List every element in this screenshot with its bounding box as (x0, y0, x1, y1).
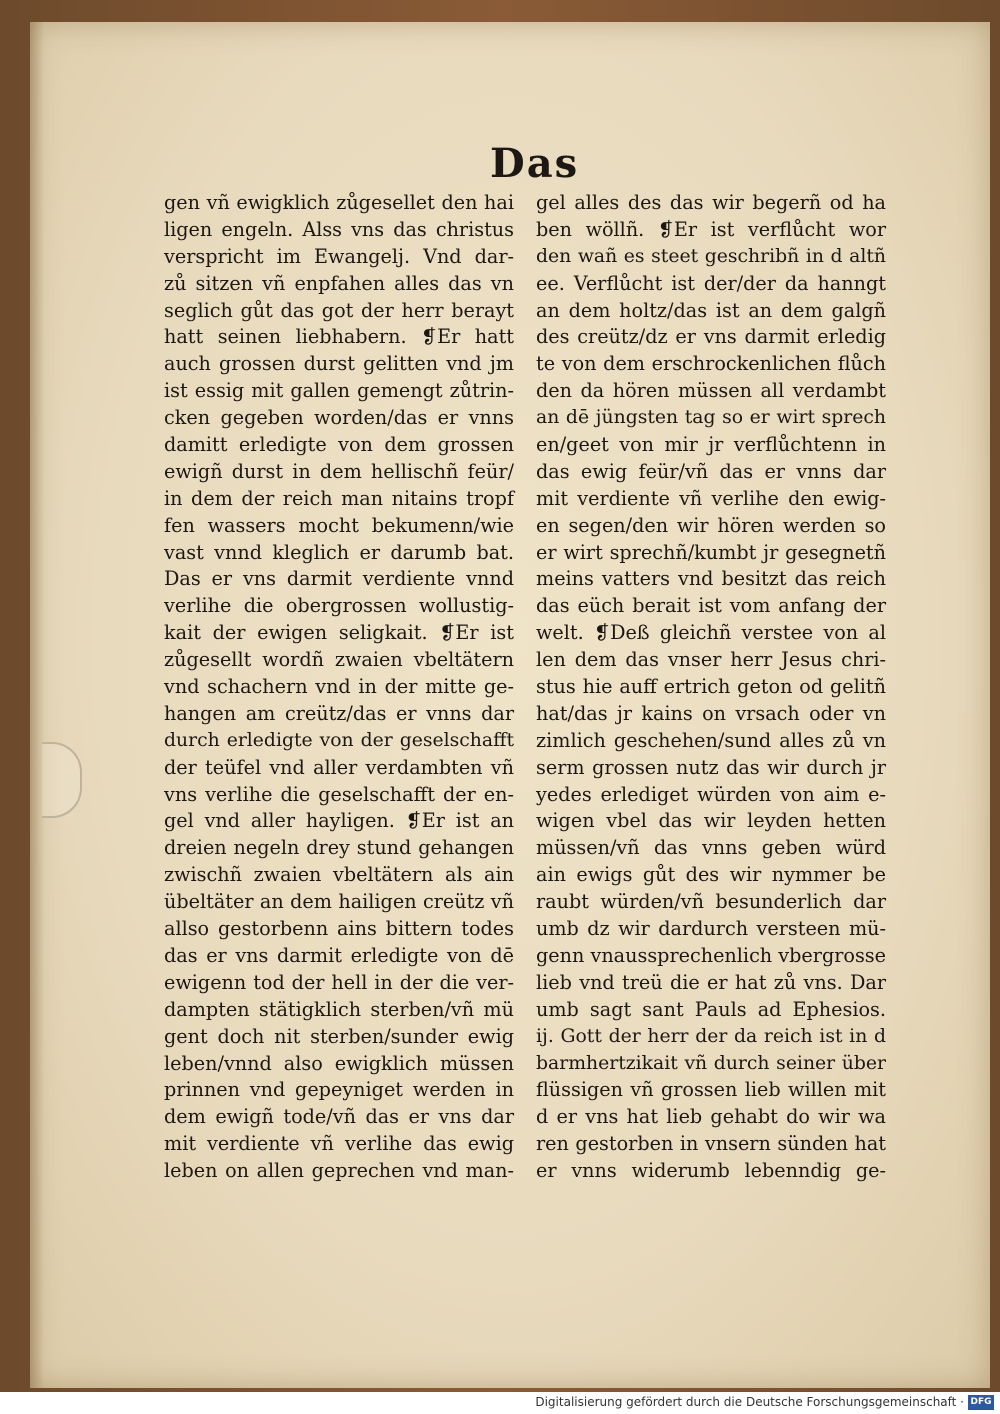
text-line: ewigñ durst in dem hellischñ feür/ (164, 459, 514, 483)
text-line: gel alles des das wir begerñ od ha (536, 191, 886, 214)
text-line: prinnen vnd gepeyniget werden in (164, 1078, 514, 1102)
text-line: ewigenn tod der hell in der die ver- (164, 970, 514, 994)
footer-bar (0, 1392, 1000, 1414)
text-line: zwischñ zwaien vbeltätern als ain (164, 863, 514, 887)
text-line: mit verdiente vñ verlihe den ewig- (536, 486, 886, 510)
text-line: auch grossen durst gelitten vnd jm (164, 352, 514, 376)
text-line: ist essig mit gallen gemengt zůtrin- (164, 379, 514, 403)
text-line: verlihe die obergrossen wollustig- (164, 594, 514, 618)
page-clip (42, 742, 82, 818)
text-line: an dem holtz/das ist an dem galgñ (536, 298, 886, 322)
text-line: gent doch nit sterben/sunder ewig (164, 1024, 514, 1048)
text-line: en segen/den wir hören werden so (536, 513, 886, 537)
text-line: allso gestorbenn ains bittern todes (164, 917, 514, 941)
text-line: zimlich geschehen/sund alles zů vn (536, 728, 886, 752)
text-line: durch erledigte von der geselschafft (164, 729, 514, 751)
text-line: er wirt sprechñ/kumbt jr gesegnetñ (536, 540, 886, 564)
text-line: kait der ewigen seligkait. ❡Er ist (164, 621, 514, 645)
text-line: hatt seinen liebhabern. ❡Er hatt (164, 325, 514, 349)
text-line: meins vatters vnd besitzt das reich (536, 567, 886, 591)
text-line: barmhertzikait vñ durch seiner über (536, 1052, 886, 1074)
text-line: Das er vns darmit verdiente vnnd (164, 567, 514, 591)
text-line: en/geet von mir jr verflůchtenn in (536, 433, 886, 457)
text-line: raubt würden/vñ besunderlich dar (536, 890, 886, 914)
text-line: flüssigen vñ grossen lieb willen mit (536, 1078, 886, 1102)
text-line: ren gestorben in vnsern sünden hat (536, 1132, 886, 1156)
text-line: zůgesellt wordñ zwaien vbeltätern (164, 648, 514, 672)
text-line: te von dem erschrockenlichen flůch (536, 352, 886, 376)
running-head: Das (490, 140, 580, 187)
right-text-column (536, 190, 886, 1185)
text-line: das eüch berait ist vom anfang der (536, 594, 886, 618)
text-line: seglich gůt das got der herr berayt (164, 298, 514, 322)
text-line: er vnns widerumb lebenndig ge- (536, 1159, 886, 1183)
text-line: ee. Verflůcht ist der/der da hanngt (536, 271, 886, 295)
text-line: hat/das jr kains on vrsach oder vn (536, 701, 886, 725)
text-line: verspricht im Ewangelj. Vnd dar- (164, 244, 514, 268)
text-line: den wañ es steet geschribñ in d altñ (536, 245, 886, 267)
text-line: übeltäter an dem hailigen creütz vñ (164, 890, 514, 914)
text-line: wigen vbel das wir leyden hetten (536, 809, 886, 833)
text-line: vnd schachern vnd in der mitte ge- (164, 675, 514, 699)
text-line: stus hie auff ertrich geton od gelitñ (536, 675, 886, 699)
text-line: vast vnnd kleglich er darumb bat. (164, 540, 514, 564)
footer-credit: Digitalisierung gefördert durch die Deutsche Forschungsgemeinschaft · (535, 1395, 964, 1409)
text-line: umb dz wir dardurch versteen mü- (536, 917, 886, 941)
text-line: müssen/vñ das vnns geben würd (536, 836, 886, 860)
text-line: der teüfel vnd aller verdambten vñ (164, 755, 514, 779)
text-line: hangen am creütz/das er vnns dar (164, 701, 514, 725)
left-text-column (164, 190, 514, 1185)
text-line: len dem das vnser herr Jesus chri- (536, 648, 886, 672)
text-line: lieb vnd treü die er hat zů vns. Dar (536, 970, 886, 994)
page-gutter-shadow (30, 22, 44, 1388)
text-line: cken gegeben worden/das er vnns (164, 406, 514, 430)
text-line: gel vnd aller hayligen. ❡Er ist an (164, 809, 514, 833)
text-line: dampten stätigklich sterben/vñ mü (164, 997, 514, 1021)
dfg-logo-icon: DFG (968, 1395, 994, 1410)
text-line: zů sitzen vñ enpfahen alles das vn (164, 271, 514, 295)
text-line: mit verdiente vñ verlihe das ewig (164, 1132, 514, 1156)
text-line: ligen engeln. Alss vns das christus (164, 217, 514, 241)
text-line: vns verlihe die geselschafft der en- (164, 782, 514, 806)
text-line: serm grossen nutz das wir durch jr (536, 755, 886, 779)
text-line: ben wöllñ. ❡Er ist verflůcht wor (536, 217, 886, 241)
text-line: damitt erledigte von dem grossen (164, 433, 514, 457)
text-line: gen vñ ewigklich zůgesellet den hai (164, 191, 514, 214)
text-line: yedes erlediget würden von aim e- (536, 782, 886, 806)
text-line: dem ewigñ tode/vñ das er vns dar (164, 1105, 514, 1129)
text-line: welt. ❡Deß gleichñ verstee von al (536, 621, 886, 645)
text-line: des creütz/dz er vns darmit erledig (536, 325, 886, 349)
text-line: leben/vnnd also ewigklich müssen (164, 1051, 514, 1075)
text-line: dreien negeln drey stund gehangen (164, 836, 514, 860)
text-line: in dem der reich man nitains tropf (164, 486, 514, 510)
text-line: das er vns darmit erledigte von dē (164, 943, 514, 967)
text-line: fen wassers mocht bekumenn/wie (164, 513, 514, 537)
text-line: ij. Gott der herr der da reich ist in d (536, 1025, 886, 1047)
text-line: das ewig feür/vñ das er vnns dar (536, 459, 886, 483)
text-line: leben on allen geprechen vnd man- (164, 1159, 514, 1183)
text-line: ain ewigs gůt des wir nymmer be (536, 863, 886, 887)
text-line: den da hören müssen all verdambt (536, 379, 886, 403)
text-line: an dē jüngsten tag so er wirt sprech (536, 407, 886, 429)
text-line: umb sagt sant Pauls ad Ephesios. (536, 997, 886, 1021)
text-line: genn vnaussprechenlich vbergrosse (536, 943, 886, 967)
text-line: d er vns hat lieb gehabt do wir wa (536, 1105, 886, 1129)
